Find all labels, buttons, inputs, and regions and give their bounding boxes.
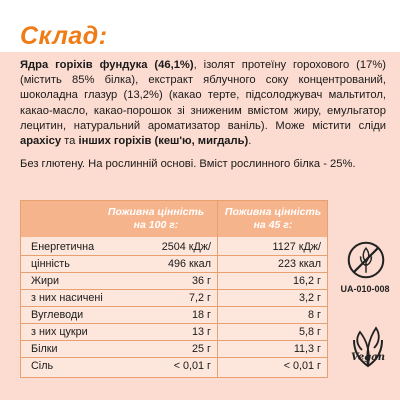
ingredients-text	[20, 58, 386, 149]
table-row	[21, 341, 327, 358]
ingredients-connector: та	[61, 135, 79, 148]
value-per-100g: 13 г	[192, 326, 211, 338]
nutrient-label: Енергетична	[31, 241, 95, 253]
nutrient-label: Вуглеводи	[31, 309, 84, 321]
table-row	[21, 256, 327, 273]
value-per-100g: 2504 кДж/	[161, 241, 211, 253]
value-per-100g: 18 г	[192, 309, 211, 321]
table-row	[21, 239, 327, 256]
vegan-label: Vegan	[351, 352, 385, 363]
nutrient-label: цінність	[31, 258, 70, 270]
allergen-peanut: арахісу	[20, 135, 62, 148]
table-row	[21, 290, 327, 307]
nutrient-label: з них цукри	[31, 326, 88, 338]
value-per-45g: 11,3 г	[293, 343, 321, 355]
value-per-45g: 5,8 г	[299, 326, 321, 338]
nutrient-label: Сіль	[31, 360, 54, 372]
value-per-45g: < 0,01 г	[283, 360, 321, 372]
ingredient-hazelnut: Ядра горіхів фундука (46,1%)	[20, 59, 194, 71]
value-per-45g: 223 ккал	[277, 258, 321, 270]
page-title: Склад:	[20, 22, 108, 50]
value-per-45g: 8 г	[308, 309, 321, 321]
nutrient-label: Жири	[31, 275, 60, 287]
header-per-100g: Поживна цінність на 100 г:	[107, 206, 205, 231]
value-per-100g: < 0,01 г	[173, 360, 211, 372]
header-per-45g: Поживна цінність на 45 г:	[224, 206, 322, 231]
ingredients-body: , ізолят протеїну горохового (17%) (містить 85% білка), екстракт яблучного соку концентрований, шоколадна глазур (13,2%) (какао терте, підсолоджувач мальтитол, какао-масло, какао-порошок зі зниженим вмістом жиру, емульгатор лецитин, натуральний ароматизатор ваніль). Може містити сліди	[20, 59, 386, 132]
allergen-nuts: інших горіхів (кеш'ю, мигдаль)	[78, 135, 249, 148]
value-per-45g: 3,2 г	[299, 292, 321, 304]
value-per-45g: 16,2 г	[293, 275, 321, 287]
value-per-100g: 25 г	[192, 343, 211, 355]
nutrient-label: Білки	[31, 343, 58, 355]
value-per-45g: 1127 кДж/	[272, 241, 321, 253]
gluten-free-code: UA-010-008	[340, 284, 390, 294]
gluten-free-icon	[346, 240, 386, 280]
nutrient-label: з них насичені	[31, 292, 103, 304]
value-per-100g: 36 г	[192, 275, 211, 287]
table-row	[21, 358, 327, 374]
ingredients-end: .	[248, 135, 252, 148]
table-row	[21, 324, 327, 341]
gluten-free-note: Без глютену. На рослинній основі. Вміст рослинного білка - 25%.	[20, 158, 356, 170]
value-per-100g: 7,2 г	[189, 292, 211, 304]
table-row	[21, 273, 327, 290]
value-per-100g: 496 ккал	[167, 258, 211, 270]
table-row	[21, 307, 327, 324]
vegan-icon	[346, 320, 390, 370]
nutrition-table	[20, 200, 328, 378]
